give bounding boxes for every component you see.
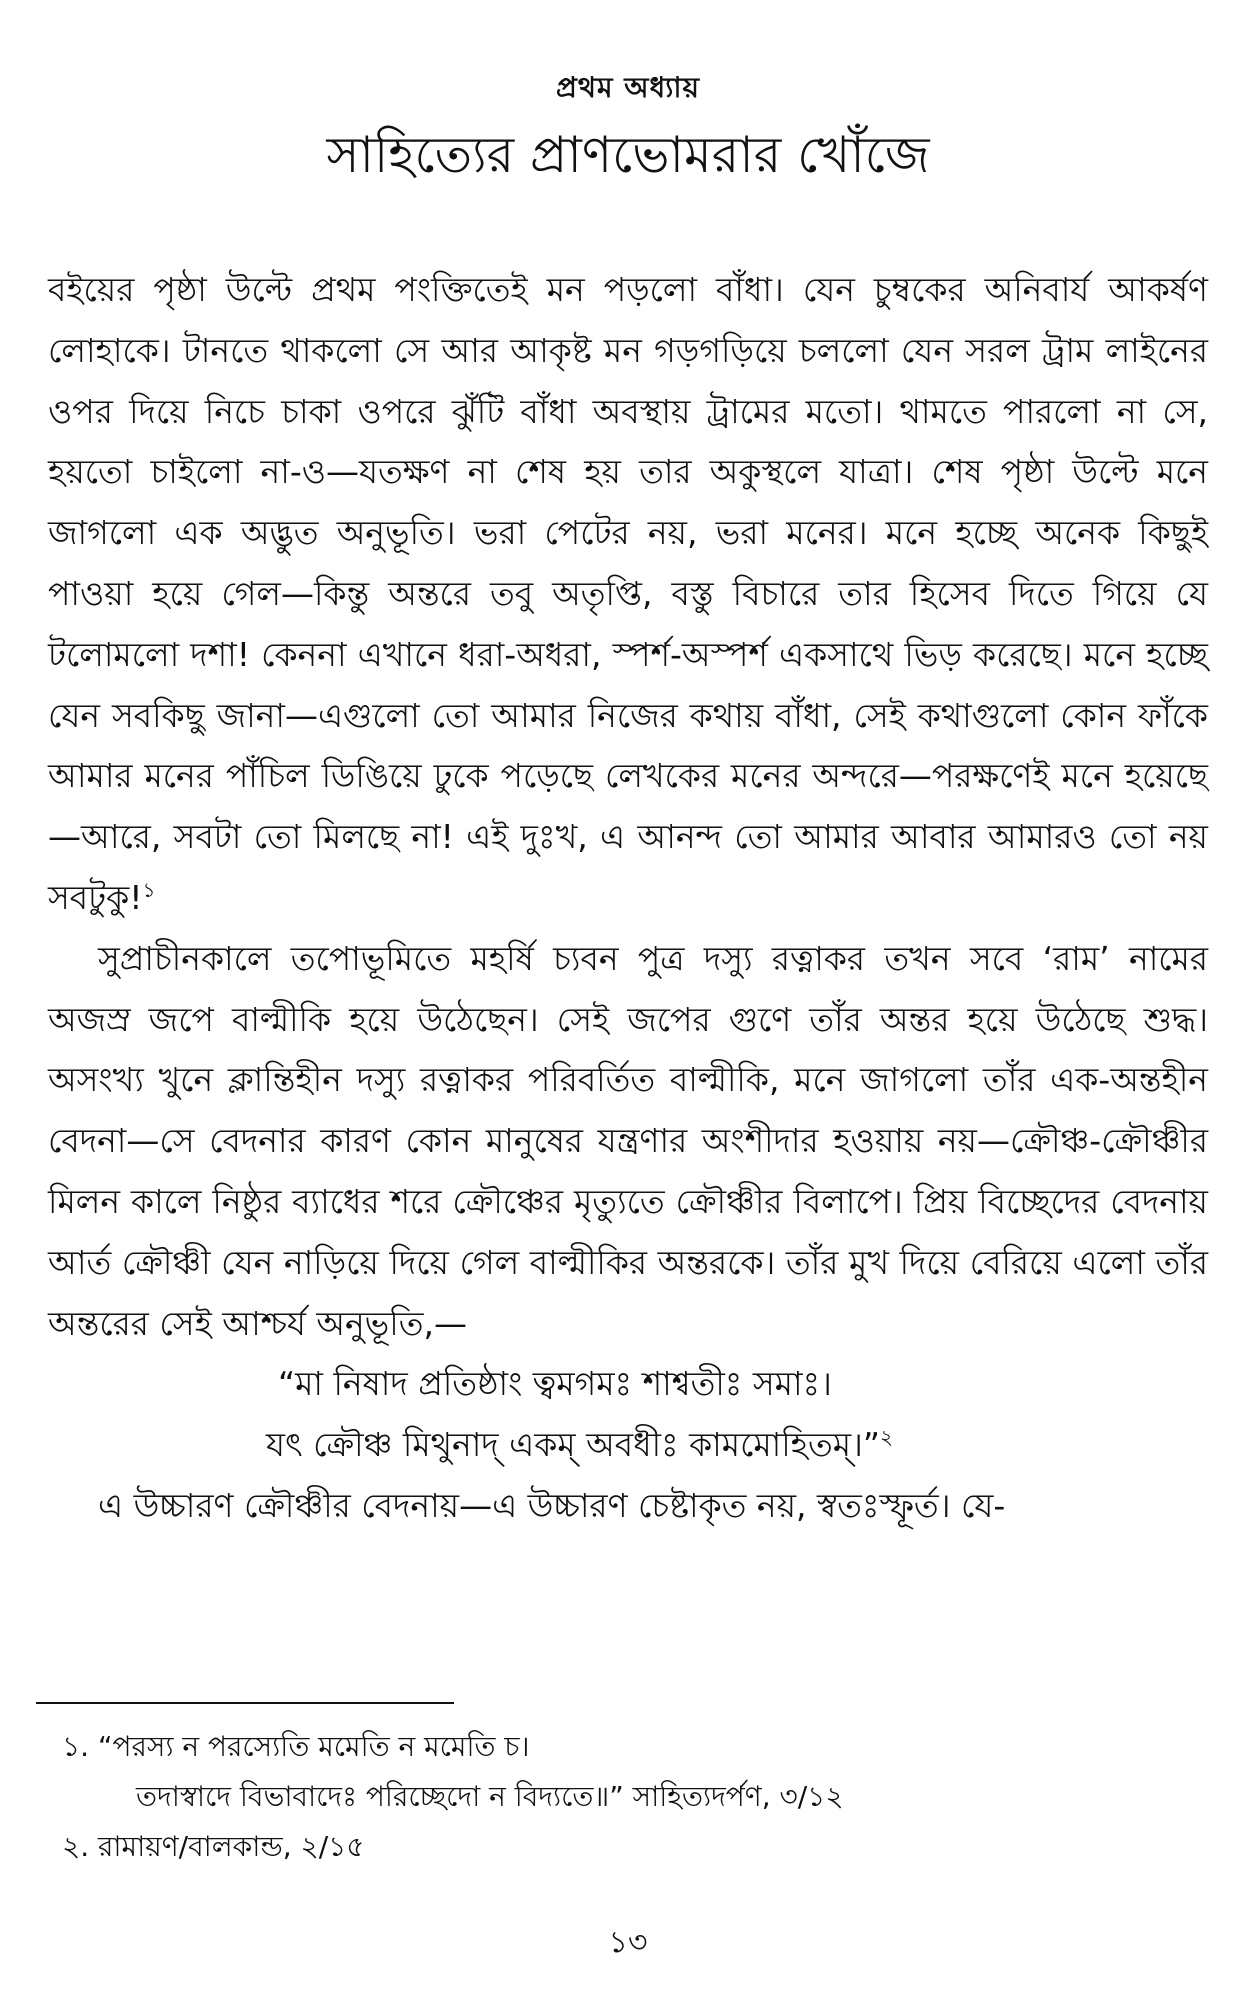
footnote-2-number: ২. — [62, 1830, 90, 1863]
verse-line-1: “মা নিষাদ প্রতিষ্ঠাং ত্বমগমঃ শাশ্বতীঃ সমাঃ। — [278, 1364, 832, 1404]
chapter-title: সাহিত্যের প্রাণভোমরার খোঁজে — [326, 126, 930, 184]
footnote-2 — [62, 1822, 1182, 1872]
footnote-ref-2: ২ — [879, 1425, 893, 1450]
footnote-divider — [36, 1702, 454, 1704]
footnote-1-number: ১. — [62, 1730, 90, 1763]
chapter-label: প্রথম অধ্যায় — [555, 71, 700, 104]
verse-line-2-text: যৎ ক্রৌঞ্চ মিথুনাদ্ একম্ অবধীঃ কামমোহিতম্।” — [266, 1425, 880, 1465]
footnote-1-line-2: তদাস্বাদে বিভাবাদেঃ পরিচ্ছেদো ন বিদ্যতে॥” সাহিত্যদর্পণ, ৩/১২ — [136, 1780, 844, 1813]
paragraph-1-text: বইয়ের পৃষ্ঠা উল্টে প্রথম পংক্তিতেই মন পড়লো বাঁধা। যেন চুম্বকের অনিবার্য আকর্ষণ লোহাকে। টানতে থাকলো সে আর আকৃষ্ট মন গড়গড়িয়ে চললো যেন সরল ট্রাম লাইনের ওপর দিয়ে নিচে চাকা ওপরে ঝুঁটি বাঁধা অবস্থায় ট্রামের মতো। থামতে পারলো না সে, হয়তো চাইলো না-ও—যতক্ষণ না শেষ হয় তার অকুস্থলে যাত্রা। শেষ পৃষ্ঠা উল্টে মনে জাগলো এক অদ্ভুত অনুভূতি। ভরা পেটের নয়, ভরা মনের। মনে হচ্ছে অনেক কিছুই পাওয়া হয়ে গেল—কিন্তু অন্তরে তবু অতৃপ্তি, বস্তু বিচারে তার হিসেব দিতে গিয়ে যে টলোমলো দশা! কেননা এখানে ধরা-অধরা, স্পর্শ-অস্পর্শ একসাথে ভিড় করেছে। মনে হচ্ছে যেন সবকিছু জানা—এগুলো তো আমার নিজের কথায় বাঁধা, সেই কথাগুলো কোন ফাঁকে আমার মনের পাঁচিল ডিঙিয়ে ঢুকে পড়েছে লেখকের মনের অন্দরে—পরক্ষণেই মনে হয়েছে—আরে, সবটা তো মিলছে না! এই দুঃখ, এ আনন্দ তো আমার আবার আমারও তো নয় সবটুকু! — [48, 270, 1208, 917]
footnote-2-text: রামায়ণ/বালকান্ড, ২/১৫ — [98, 1830, 365, 1863]
footnotes — [62, 1722, 1182, 1872]
page-number: ১৩ — [608, 1925, 648, 1960]
verse-line-2 — [48, 1415, 1208, 1476]
body-text — [48, 260, 1208, 1537]
paragraph-3: এ উচ্চারণ ক্রৌঞ্চীর বেদনায়—এ উচ্চারণ চেষ্টাকৃত নয়, স্বতঃস্ফূর্ত। যে- — [98, 1485, 1006, 1525]
footnote-ref-1: ১ — [142, 877, 156, 902]
footnote-1-line-1 — [62, 1722, 1182, 1772]
paragraph-1 — [48, 260, 1208, 929]
footnote-1-text-1: “পরস্য ন পরস্যেতি মমেতি ন মমেতি চ। — [97, 1730, 530, 1763]
paragraph-2: সুপ্রাচীনকালে তপোভূমিতে মহর্ষি চ্যবন পুত্র দস্যু রত্নাকর তখন সবে ‘রাম’ নামের অজস্র জপে বাল্মীকি হয়ে উঠেছেন। সেই জপের গুণে তাঁর অন্তর হয়ে উঠেছে শুদ্ধ। অসংখ্য খুনে ক্লান্তিহীন দস্যু রত্নাকর পরিবর্তিত বাল্মীকি, মনে জাগলো তাঁর এক-অন্তহীন বেদনা—সে বেদনার কারণ কোন মানুষের যন্ত্রণার অংশীদার হওয়ায় নয়—ক্রৌঞ্চ-ক্রৌঞ্চীর মিলন কালে নিষ্ঠুর ব্যাধের শরে ক্রৌঞ্চের মৃত্যুতে ক্রৌঞ্চীর বিলাপে। প্রিয় বিচ্ছেদের বেদনায় আর্ত ক্রৌঞ্চী যেন নাড়িয়ে দিয়ে গেল বাল্মীকির অন্তরকে। তাঁর মুখ দিয়ে বেরিয়ে এলো তাঁর অন্তরের সেই আশ্চর্য অনুভূতি,— — [48, 938, 1208, 1343]
